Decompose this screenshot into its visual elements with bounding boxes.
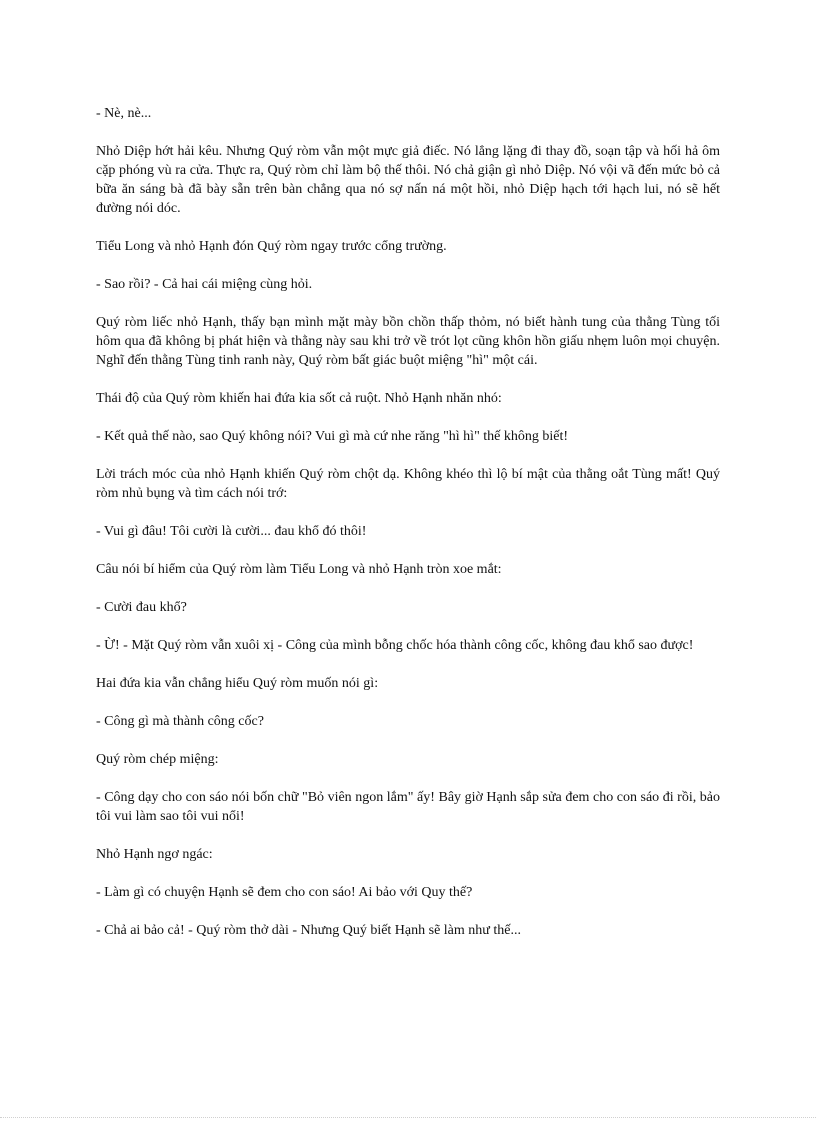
paragraph-10: Câu nói bí hiểm của Quý ròm làm Tiểu Long và nhỏ Hạnh tròn xoe mắt: <box>96 562 502 577</box>
paragraph-11: - Cười đau khổ? <box>96 600 187 615</box>
document-page <box>96 104 720 959</box>
paragraph-8: Lời trách móc của nhỏ Hạnh khiến Quý ròm chột dạ. Không khéo thì lộ bí mật của thằng oắt Tùng mất! Quý ròm nhủ bụng và tìm cách nói trớ: <box>96 467 720 501</box>
paragraph-19: - Chả ai bảo cả! - Quý ròm thở dài - Nhưng Quý biết Hạnh sẽ làm như thế... <box>96 923 521 938</box>
paragraph-13: Hai đứa kia vẫn chẳng hiểu Quý ròm muốn nói gì: <box>96 676 379 691</box>
paragraph-1: - Nè, nè... <box>96 106 152 121</box>
paragraph-16: - Công dạy cho con sáo nói bốn chữ "Bỏ viên ngon lắm" ấy! Bây giờ Hạnh sắp sửa đem cho con sáo đi rồi, bảo tôi vui làm sao tôi vui nổi! <box>96 790 720 824</box>
paragraph-7: - Kết quả thế nào, sao Quý không nói? Vui gì mà cứ nhe răng "hì hì" thế không biết! <box>96 429 569 444</box>
page-bottom-divider <box>0 1117 816 1118</box>
paragraph-6: Thái độ của Quý ròm khiến hai đứa kia sốt cả ruột. Nhỏ Hạnh nhăn nhó: <box>96 391 502 406</box>
paragraph-14: - Công gì mà thành công cốc? <box>96 714 264 729</box>
paragraph-18: - Làm gì có chuyện Hạnh sẽ đem cho con sáo! Ai bảo với Quy thế? <box>96 885 473 900</box>
paragraph-12: - Ừ! - Mặt Quý ròm vẫn xuôi xị - Công của mình bỗng chốc hóa thành công cốc, không đau khổ sao được! <box>96 638 694 653</box>
paragraph-3: Tiểu Long và nhỏ Hạnh đón Quý ròm ngay trước cổng trường. <box>96 239 447 254</box>
paragraph-17: Nhỏ Hạnh ngơ ngác: <box>96 847 213 862</box>
paragraph-5: Quý ròm liếc nhỏ Hạnh, thấy bạn mình mặt mày bồn chồn thấp thỏm, nó biết hành tung của thằng Tùng tối hôm qua đã không bị phát hiện và thằng này sau khi trở về trót lọt cũng khôn hồn giấu nhẹm luôn mọi chuyện. Nghĩ đến thằng Tùng tinh ranh này, Quý ròm bất giác buột miệng "hì" một cái. <box>96 315 720 368</box>
paragraph-2: Nhỏ Diệp hớt hải kêu. Nhưng Quý ròm vẫn một mực giả điếc. Nó lẳng lặng đi thay đồ, soạn tập và hối hả ôm cặp phóng vù ra cửa. Thực ra, Quý ròm chỉ làm bộ thế thôi. Nó chả giận gì nhỏ Diệp. Nó vội vã đến mức bỏ cả bữa ăn sáng bà đã bày sẵn trên bàn chẳng qua nó sợ nấn ná một hồi, nhỏ Diệp hạch tới hạch lui, nó sẽ hết đường nói dóc. <box>96 144 720 216</box>
paragraph-9: - Vui gì đâu! Tôi cười là cười... đau khổ đó thôi! <box>96 524 367 539</box>
paragraph-4: - Sao rồi? - Cả hai cái miệng cùng hỏi. <box>96 277 313 292</box>
paragraph-15: Quý ròm chép miệng: <box>96 752 219 767</box>
